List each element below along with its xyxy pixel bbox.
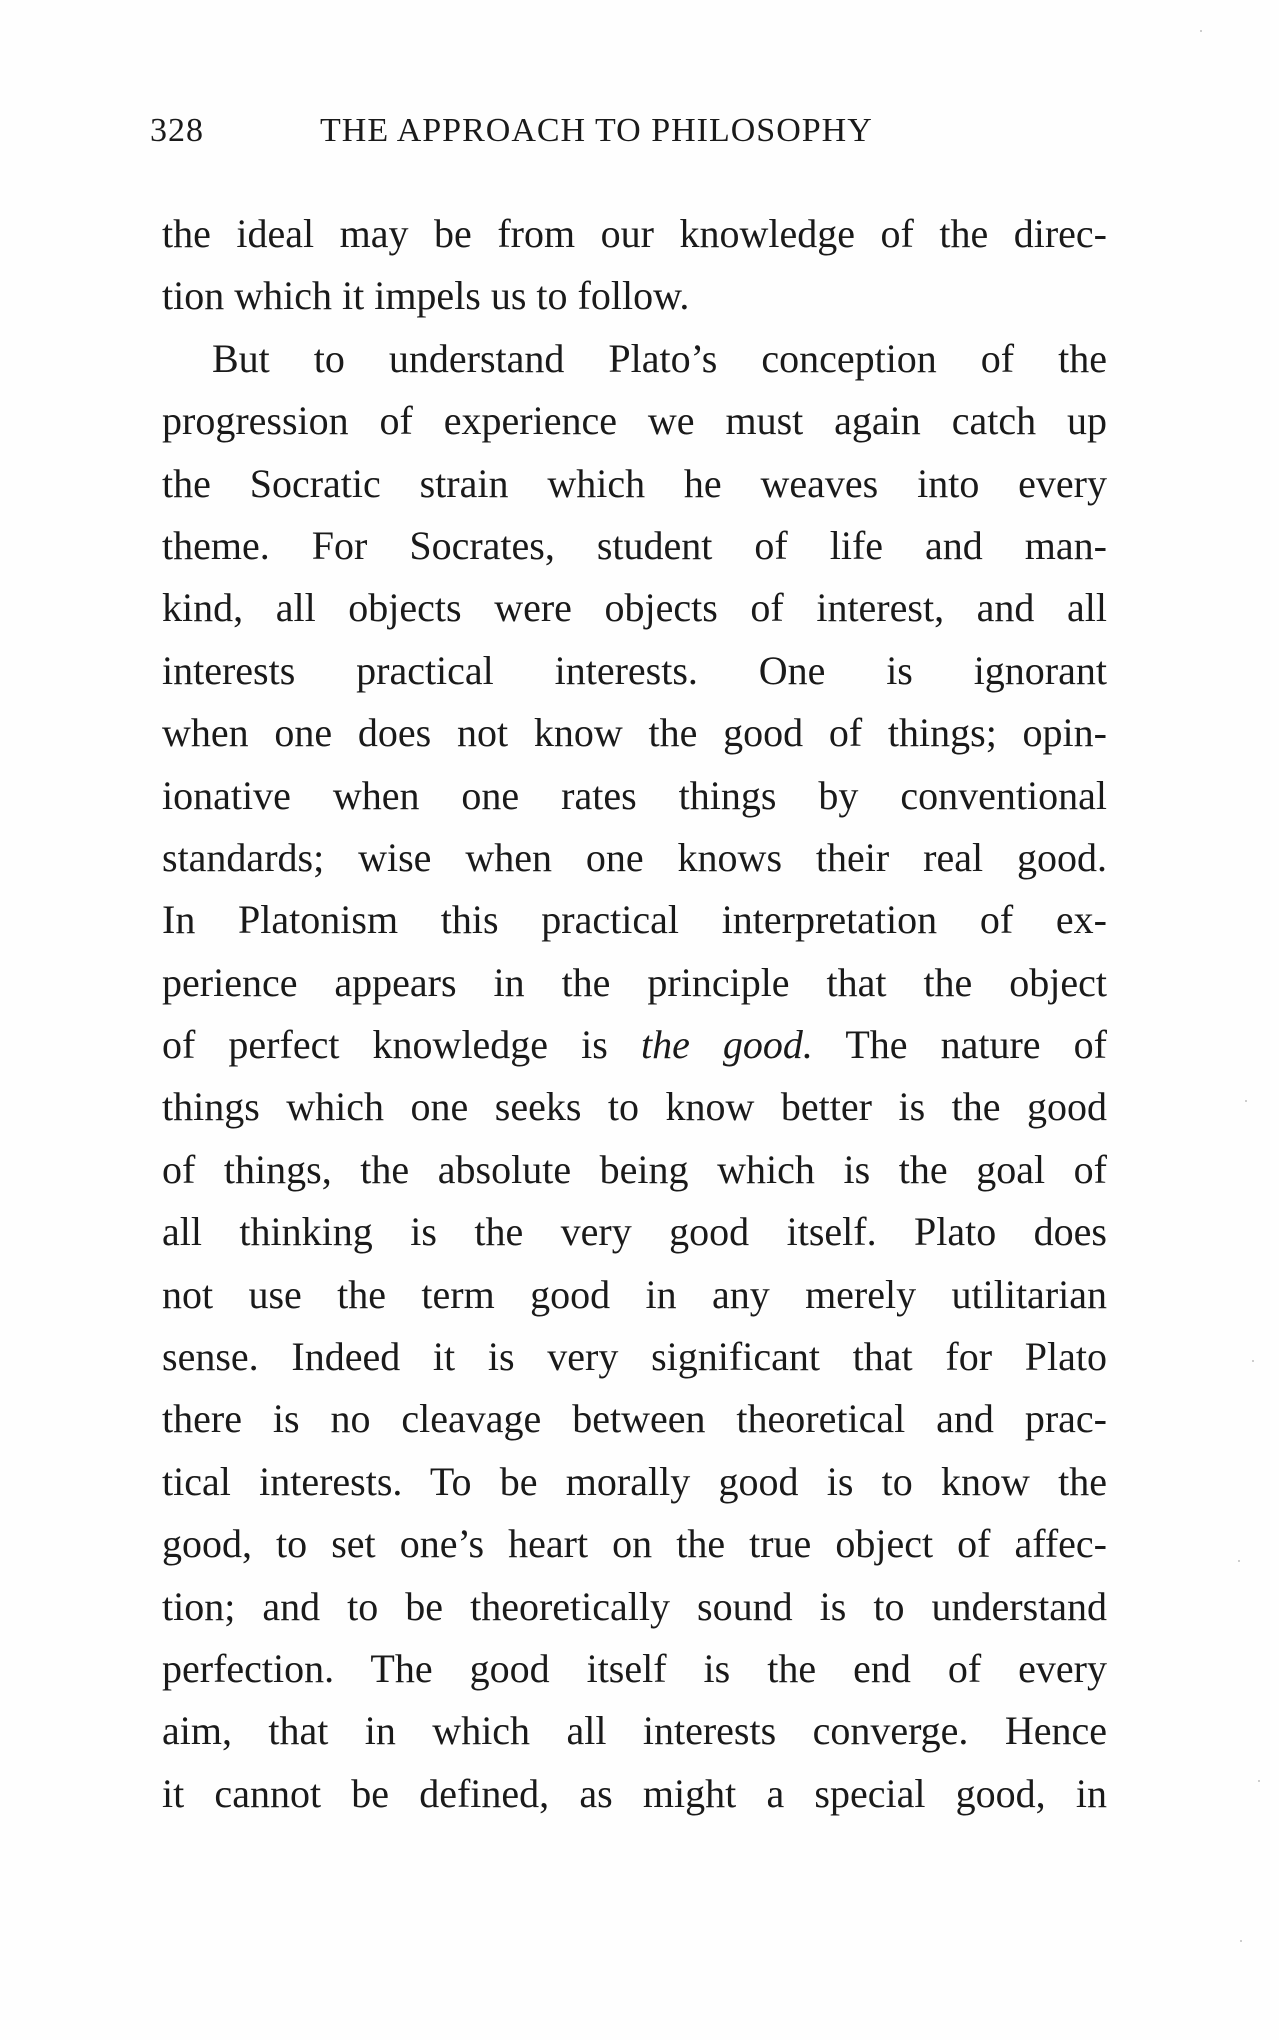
text-line: tion which it impels us to follow.	[162, 273, 690, 319]
paper-speck	[1258, 1780, 1260, 1782]
text-line: not use the term good in any merely utilitarian	[162, 1271, 1107, 1317]
text-line: theme. For Socrates, student of life and man-	[162, 522, 1107, 568]
emphasized-phrase: the good.	[640, 1022, 813, 1068]
text-line: ionative when one rates things by conventional	[162, 772, 1107, 818]
text-line: the Socratic strain which he weaves into every	[162, 460, 1107, 506]
text-line: things which one seeks to know better is the good	[162, 1084, 1107, 1130]
paper-speck	[1240, 1940, 1242, 1942]
text-segment: of perfect knowledge is	[162, 1022, 641, 1068]
text-line: aim, that in which all interests converge. Hence	[162, 1708, 1107, 1754]
running-title: THE APPROACH TO PHILOSOPHY	[320, 112, 873, 149]
text-line: interests practical interests. One is ignorant	[162, 647, 1107, 693]
text-line: all thinking is the very good itself. Plato does	[162, 1209, 1107, 1255]
text-line: tical interests. To be morally good is to know the	[162, 1458, 1107, 1504]
page-number: 328	[150, 112, 204, 149]
text-segment: The nature of	[812, 1022, 1107, 1068]
text-line: there is no cleavage between theoretical and prac-	[162, 1396, 1107, 1442]
text-line: perience appears in the principle that the object	[162, 959, 1107, 1005]
text-line: standards; wise when one knows their real good.	[162, 834, 1107, 880]
body-text	[162, 203, 1107, 1825]
text-line: when one does not know the good of things; opin-	[162, 710, 1107, 756]
text-line: good, to set one’s heart on the true object of affec-	[162, 1521, 1107, 1567]
paper-speck	[1252, 1360, 1254, 1362]
running-head	[150, 112, 1110, 162]
text-line: In Platonism this practical interpretation of ex-	[162, 897, 1107, 943]
text-line: tion; and to be theoretically sound is to understand	[162, 1583, 1107, 1629]
text-line: kind, all objects were objects of interest, and all	[162, 585, 1107, 631]
text-line: progression of experience we must again catch up	[162, 398, 1107, 444]
text-line: it cannot be defined, as might a special good, in	[162, 1770, 1107, 1816]
text-line: perfection. The good itself is the end of every	[162, 1645, 1107, 1691]
text-line: sense. Indeed it is very significant that for Plato	[162, 1334, 1107, 1380]
text-line: of things, the absolute being which is the goal of	[162, 1146, 1107, 1192]
paper-speck	[1200, 30, 1202, 32]
paragraph-first-line: But to understand Plato’s conception of the	[212, 335, 1107, 381]
text-line-with-emphasis	[162, 1014, 1107, 1076]
paper-speck	[1245, 1100, 1247, 1102]
paper-speck	[1238, 1560, 1240, 1562]
text-line: the ideal may be from our knowledge of the direc-	[162, 211, 1107, 256]
